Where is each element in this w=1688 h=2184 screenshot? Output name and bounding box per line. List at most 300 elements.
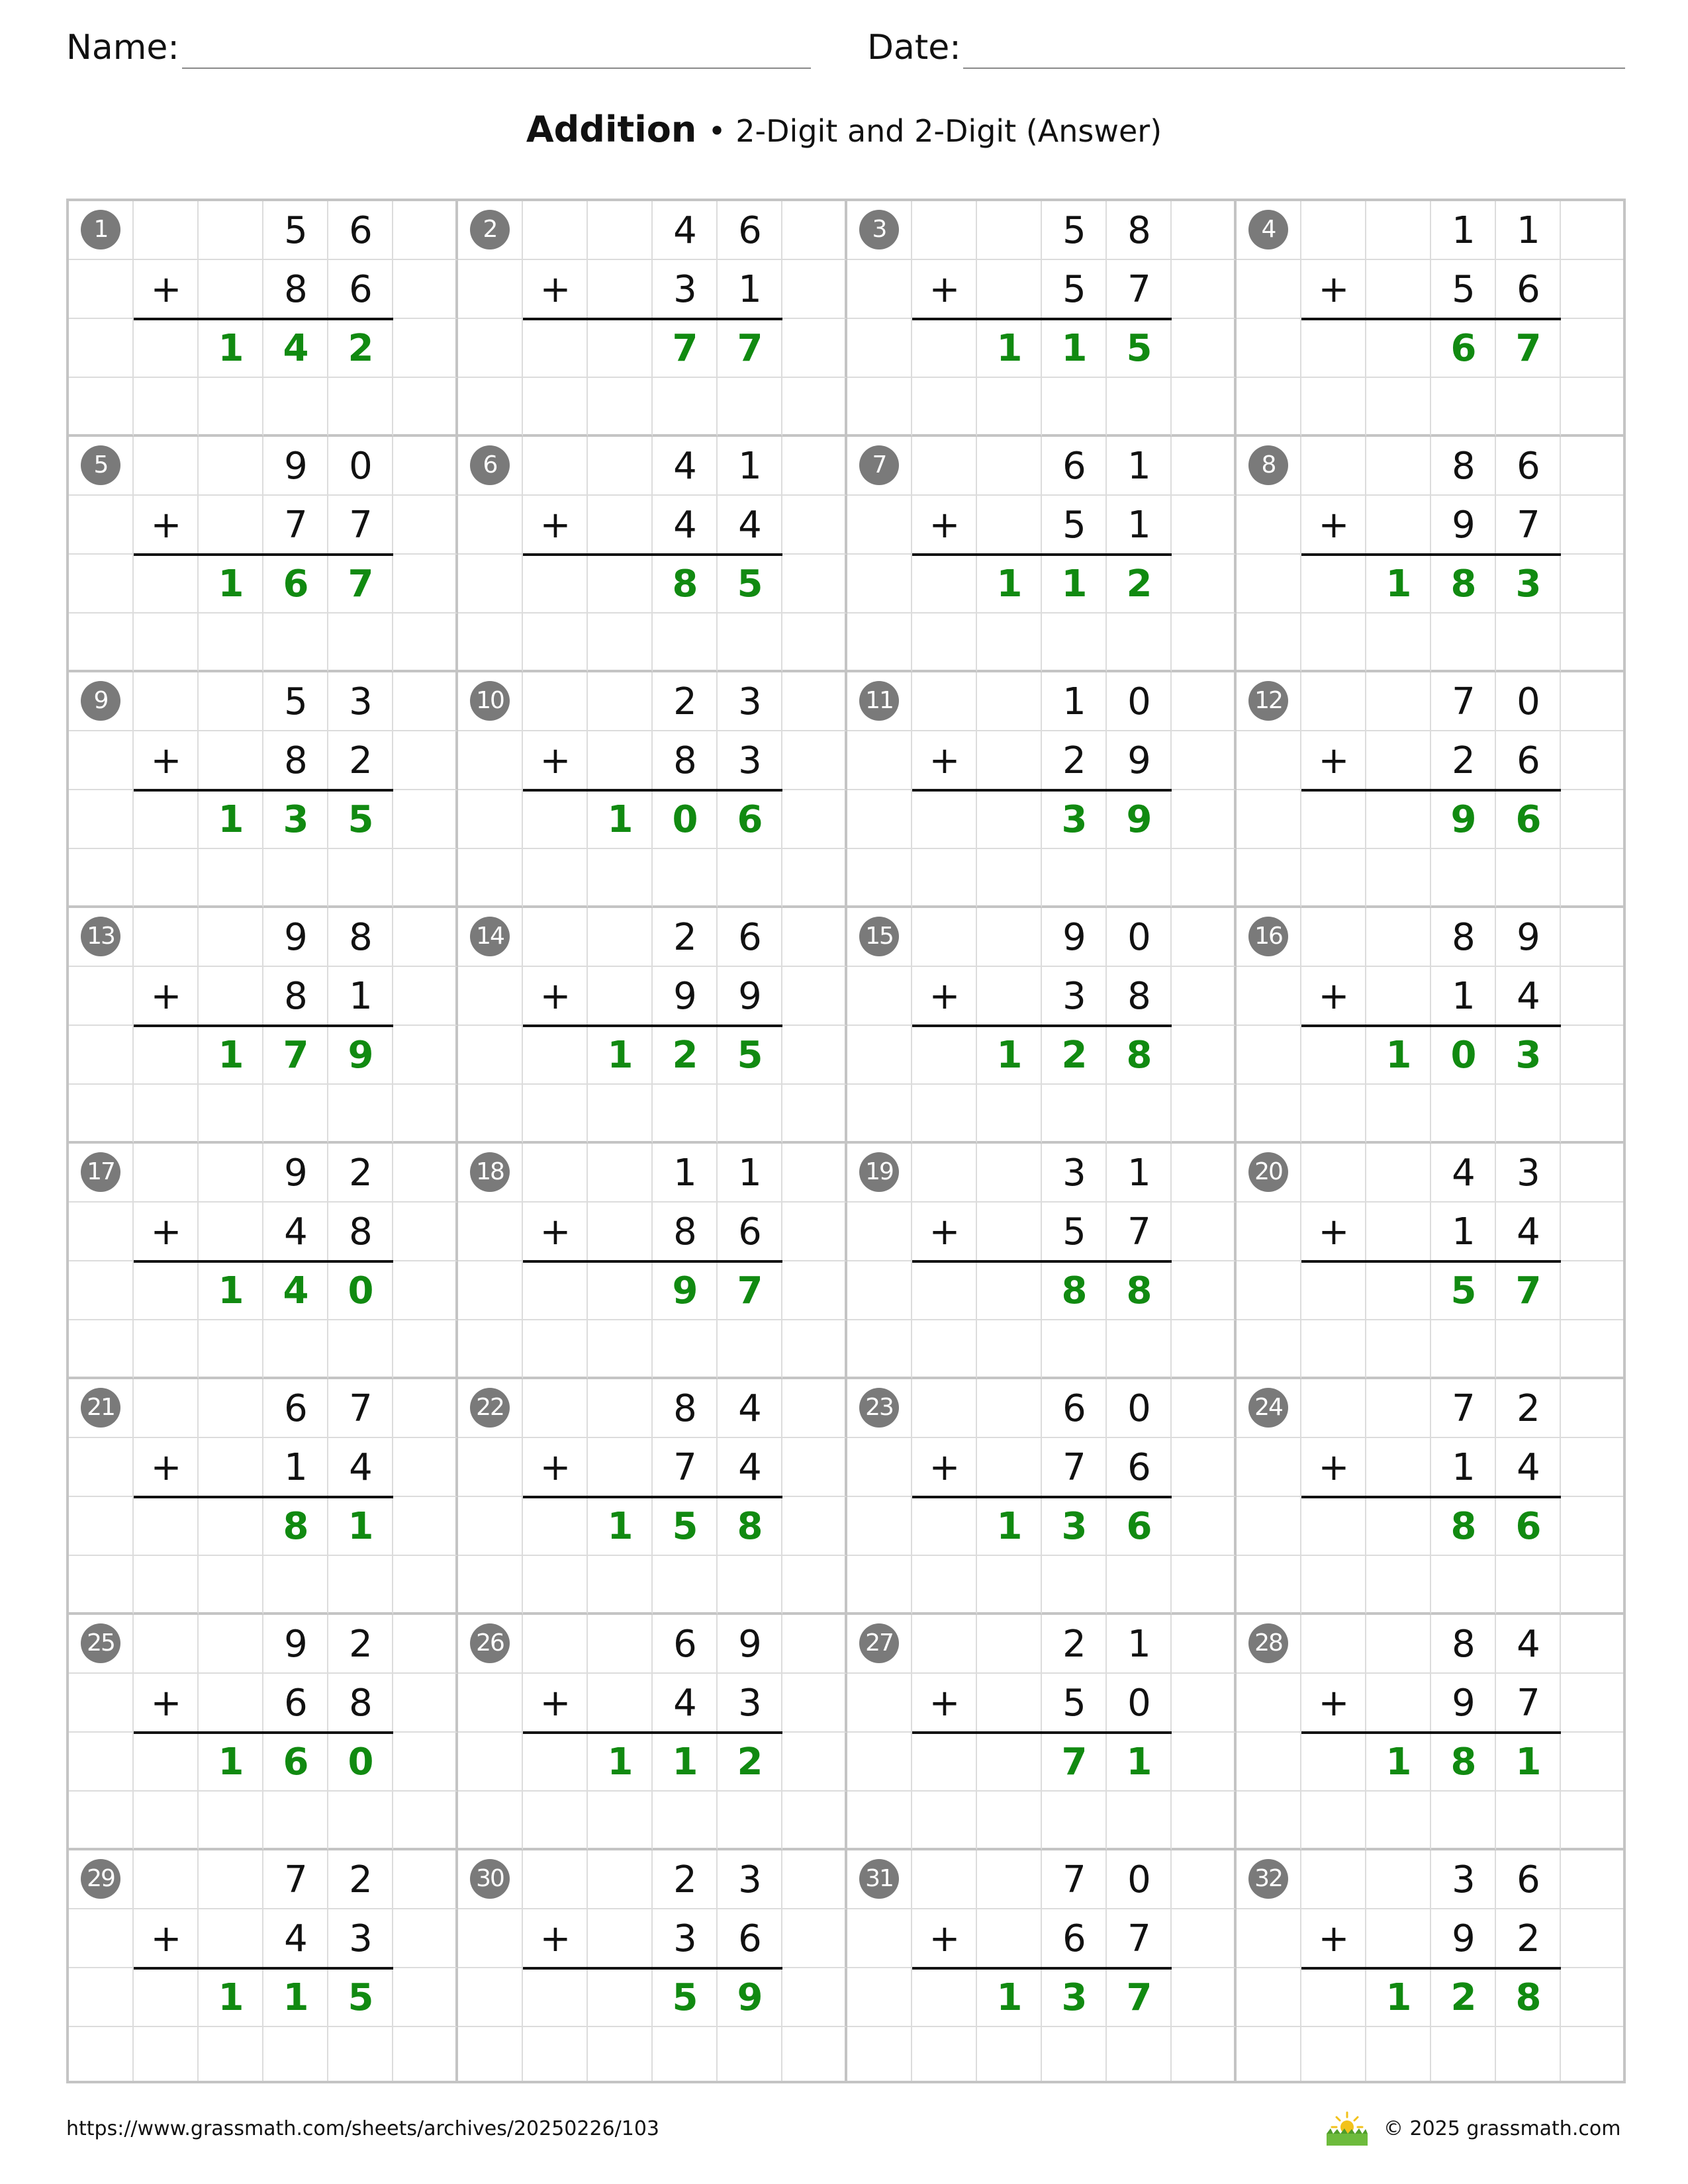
top-digit: 8 xyxy=(1127,209,1151,252)
answer-digit: 7 xyxy=(737,327,763,370)
plus-sign: + xyxy=(539,268,571,311)
grid-cell xyxy=(1042,1320,1107,1379)
answer-digit: 3 xyxy=(1515,1034,1542,1077)
problem-number-badge: 7 xyxy=(859,445,899,485)
top-digit: 2 xyxy=(349,1858,373,1901)
grid-cell xyxy=(1172,1968,1237,2027)
grid-cell xyxy=(1561,1909,1626,1968)
grid-cell xyxy=(782,1615,847,1674)
grid-cell xyxy=(1301,1968,1366,2027)
grid-cell xyxy=(1237,1733,1301,1792)
top-digit: 0 xyxy=(1127,1387,1151,1430)
grid-cell xyxy=(718,378,782,437)
grid-cell xyxy=(588,1909,653,1968)
top-digit: 2 xyxy=(1062,1623,1086,1666)
grid-cell xyxy=(199,437,263,496)
grid-cell xyxy=(1042,1556,1107,1615)
bottom-digit: 1 xyxy=(1127,504,1151,547)
answer-digit: 1 xyxy=(1385,1741,1412,1784)
bottom-digit: 1 xyxy=(738,268,762,311)
grid-cell xyxy=(1301,1850,1366,1909)
grid-cell xyxy=(1561,908,1626,967)
grid-cell xyxy=(1237,1261,1301,1320)
grid-cell xyxy=(1366,1085,1431,1144)
grid-cell xyxy=(588,967,653,1026)
grid-cell xyxy=(782,1379,847,1438)
top-digit: 6 xyxy=(738,916,762,959)
grid-cell xyxy=(847,378,912,437)
grid-cell xyxy=(782,1320,847,1379)
grid-cell xyxy=(912,849,977,908)
bottom-digit: 3 xyxy=(673,268,697,311)
grid-cell xyxy=(1561,1497,1626,1556)
answer-digit: 5 xyxy=(348,1976,374,2019)
answer-digit: 1 xyxy=(996,327,1023,370)
grid-cell xyxy=(977,1850,1042,1909)
grid-cell xyxy=(134,1850,199,1909)
grid-cell xyxy=(1237,1085,1301,1144)
grid-cell xyxy=(1496,614,1561,672)
grid-cell xyxy=(1496,1792,1561,1850)
bottom-digit: 5 xyxy=(1062,268,1086,311)
grid-cell xyxy=(199,967,263,1026)
grid-cell xyxy=(134,1556,199,1615)
problem-number-badge: 19 xyxy=(859,1152,899,1192)
grid-cell xyxy=(134,672,199,731)
grid-cell xyxy=(134,908,199,967)
grid-cell xyxy=(523,1556,588,1615)
grid-cell xyxy=(69,731,134,790)
grid-cell xyxy=(1301,849,1366,908)
grid-cell xyxy=(1366,1144,1431,1203)
grid-cell xyxy=(199,1556,263,1615)
top-digit: 2 xyxy=(349,1623,373,1666)
top-digit: 8 xyxy=(673,1387,697,1430)
grid-cell xyxy=(912,790,977,849)
grid-cell xyxy=(782,1144,847,1203)
grid-cell xyxy=(588,378,653,437)
grid-cell xyxy=(782,437,847,496)
grid-cell xyxy=(1237,1909,1301,1968)
grid-cell xyxy=(1172,496,1237,555)
grid-cell xyxy=(588,201,653,260)
grid-cell xyxy=(782,1909,847,1968)
grid-cell xyxy=(977,1085,1042,1144)
grid-cell xyxy=(134,1615,199,1674)
problem-number-badge: 24 xyxy=(1248,1388,1288,1428)
grid-cell xyxy=(847,1733,912,1792)
grid-cell xyxy=(458,260,523,319)
grid-cell xyxy=(1237,1968,1301,2027)
top-digit: 3 xyxy=(738,680,762,723)
grid-cell xyxy=(1366,1615,1431,1674)
answer-digit: 1 xyxy=(996,1034,1023,1077)
grid-cell xyxy=(1561,1261,1626,1320)
bottom-digit: 7 xyxy=(1127,268,1151,311)
problem-number-badge: 12 xyxy=(1248,681,1288,721)
top-digit: 5 xyxy=(284,680,308,723)
grid-cell xyxy=(1042,1085,1107,1144)
plus-sign: + xyxy=(539,504,571,547)
grid-cell xyxy=(523,1850,588,1909)
grid-cell xyxy=(69,2027,134,2083)
plus-sign: + xyxy=(150,1446,182,1489)
grid-cell xyxy=(523,1733,588,1792)
grid-cell xyxy=(1172,790,1237,849)
grid-cell xyxy=(977,1379,1042,1438)
grid-cell xyxy=(199,1438,263,1497)
name-label: Name: xyxy=(66,28,179,68)
problem-number-badge: 23 xyxy=(859,1388,899,1428)
answer-digit: 3 xyxy=(1061,1976,1088,2019)
grid-cell xyxy=(1561,260,1626,319)
plus-sign: + xyxy=(539,1682,571,1725)
answer-digit: 9 xyxy=(1126,798,1152,841)
grid-cell xyxy=(847,1497,912,1556)
grid-cell xyxy=(69,1085,134,1144)
grid-cell xyxy=(523,1320,588,1379)
grid-cell xyxy=(977,260,1042,319)
answer-digit: 4 xyxy=(283,1269,309,1312)
grid-cell xyxy=(328,1085,393,1144)
grid-cell xyxy=(458,1203,523,1261)
grid-cell xyxy=(1496,849,1561,908)
answer-digit: 2 xyxy=(672,1034,698,1077)
grid-cell xyxy=(328,849,393,908)
grid-cell xyxy=(588,731,653,790)
answer-digit: 7 xyxy=(1515,327,1542,370)
grid-cell xyxy=(458,1792,523,1850)
answer-digit: 6 xyxy=(1515,1505,1542,1548)
grid-cell xyxy=(1561,1203,1626,1261)
bottom-digit: 8 xyxy=(349,1210,373,1253)
grid-cell xyxy=(69,319,134,378)
grid-cell xyxy=(718,614,782,672)
grid-cell xyxy=(977,731,1042,790)
grid-cell xyxy=(912,1615,977,1674)
grid-cell xyxy=(1366,908,1431,967)
grid-cell xyxy=(1561,1792,1626,1850)
grid-cell xyxy=(653,1085,718,1144)
answer-digit: 0 xyxy=(348,1741,374,1784)
grid-cell xyxy=(1366,967,1431,1026)
grid-cell xyxy=(782,1261,847,1320)
grid-cell xyxy=(1561,1615,1626,1674)
grid-cell xyxy=(782,260,847,319)
grid-cell xyxy=(458,1261,523,1320)
grid-cell xyxy=(977,2027,1042,2083)
plus-sign: + xyxy=(539,1446,571,1489)
answer-digit: 8 xyxy=(672,563,698,606)
grid-cell xyxy=(393,1497,458,1556)
grid-cell xyxy=(393,1556,458,1615)
answer-digit: 8 xyxy=(1450,1505,1477,1548)
grid-cell xyxy=(1561,1674,1626,1733)
grid-cell xyxy=(977,1203,1042,1261)
grid-cell xyxy=(653,1792,718,1850)
grid-cell xyxy=(393,1261,458,1320)
grid-cell xyxy=(263,378,328,437)
grid-cell xyxy=(588,1556,653,1615)
grid-cell xyxy=(912,319,977,378)
grid-cell xyxy=(782,1792,847,1850)
bottom-digit: 2 xyxy=(349,739,373,782)
grid-cell xyxy=(1172,1556,1237,1615)
bottom-digit: 6 xyxy=(1127,1446,1151,1489)
grid-cell xyxy=(1561,496,1626,555)
answer-digit: 1 xyxy=(1385,1976,1412,2019)
grid-cell xyxy=(199,260,263,319)
grid-cell xyxy=(393,437,458,496)
title-subtitle: • 2-Digit and 2-Digit (Answer) xyxy=(708,113,1162,149)
grid-cell xyxy=(458,1556,523,1615)
plus-sign: + xyxy=(539,1210,571,1253)
grid-cell xyxy=(1172,201,1237,260)
grid-cell xyxy=(523,1026,588,1085)
bottom-digit: 6 xyxy=(738,1210,762,1253)
problem-number-badge: 29 xyxy=(81,1859,120,1899)
bottom-digit: 3 xyxy=(349,1917,373,1960)
answer-digit: 1 xyxy=(218,1269,244,1312)
grid-cell xyxy=(1237,1203,1301,1261)
grid-cell xyxy=(1366,1556,1431,1615)
grid-cell xyxy=(912,1379,977,1438)
grid-cell xyxy=(458,1674,523,1733)
bottom-digit: 5 xyxy=(1062,504,1086,547)
answer-digit: 2 xyxy=(737,1741,763,1784)
plus-sign: + xyxy=(1318,739,1350,782)
grid-cell xyxy=(588,1261,653,1320)
problem-number-badge: 14 xyxy=(470,917,510,956)
grid-cell xyxy=(1172,260,1237,319)
grid-cell xyxy=(523,1968,588,2027)
title-main: Addition xyxy=(526,109,697,150)
grid-cell xyxy=(199,1144,263,1203)
grid-cell xyxy=(134,201,199,260)
answer-digit: 7 xyxy=(1061,1741,1088,1784)
top-digit: 1 xyxy=(1127,1152,1151,1195)
top-digit: 1 xyxy=(1452,209,1476,252)
grid-cell xyxy=(912,1261,977,1320)
problem-number-badge: 21 xyxy=(81,1388,120,1428)
grid-cell xyxy=(1561,849,1626,908)
answer-digit: 1 xyxy=(996,1976,1023,2019)
bottom-digit: 3 xyxy=(673,1917,697,1960)
grid-cell xyxy=(458,2027,523,2083)
grid-cell xyxy=(1237,849,1301,908)
grid-cell xyxy=(199,849,263,908)
date-label: Date: xyxy=(867,28,961,68)
top-digit: 8 xyxy=(1452,1623,1476,1666)
grid-cell xyxy=(1366,2027,1431,2083)
grid-cell xyxy=(523,849,588,908)
answer-digit: 5 xyxy=(672,1505,698,1548)
grid-cell xyxy=(1561,1438,1626,1497)
grid-cell xyxy=(653,1556,718,1615)
grid-cell xyxy=(977,1909,1042,1968)
grid-cell xyxy=(1237,1320,1301,1379)
grid-cell xyxy=(458,967,523,1026)
grid-cell xyxy=(847,1320,912,1379)
grid-cell xyxy=(977,1733,1042,1792)
grid-cell xyxy=(69,1438,134,1497)
problem-number-badge: 30 xyxy=(470,1859,510,1899)
grid-cell xyxy=(912,1026,977,1085)
top-digit: 6 xyxy=(1062,1387,1086,1430)
bottom-digit: 7 xyxy=(1517,504,1540,547)
problem-number-badge: 20 xyxy=(1248,1152,1288,1192)
grid-cell xyxy=(134,1733,199,1792)
grid-cell xyxy=(782,319,847,378)
plus-sign: + xyxy=(1318,268,1350,311)
grid-cell xyxy=(1172,1615,1237,1674)
bottom-digit: 4 xyxy=(673,504,697,547)
problem-number-badge: 26 xyxy=(470,1623,510,1663)
grid-cell xyxy=(458,1733,523,1792)
grid-cell xyxy=(912,1850,977,1909)
problem-number-badge: 17 xyxy=(81,1152,120,1192)
grid-cell xyxy=(134,1085,199,1144)
bottom-digit: 6 xyxy=(349,268,373,311)
bottom-digit: 6 xyxy=(738,1917,762,1960)
answer-digit: 5 xyxy=(672,1976,698,2019)
answer-digit: 3 xyxy=(283,798,309,841)
grid-cell xyxy=(1366,790,1431,849)
grid-cell xyxy=(1366,201,1431,260)
answer-digit: 6 xyxy=(283,1741,309,1784)
bottom-digit: 1 xyxy=(1452,975,1476,1018)
grid-cell xyxy=(1561,731,1626,790)
grid-cell xyxy=(1172,1144,1237,1203)
date-line[interactable] xyxy=(963,68,1625,69)
top-digit: 7 xyxy=(284,1858,308,1901)
grid-cell xyxy=(653,378,718,437)
grid-cell xyxy=(1431,614,1496,672)
grid-cell xyxy=(782,908,847,967)
grid-cell xyxy=(847,1968,912,2027)
grid-cell xyxy=(1172,437,1237,496)
grid-cell xyxy=(523,1261,588,1320)
grid-cell xyxy=(912,437,977,496)
answer-digit: 1 xyxy=(1126,1741,1152,1784)
grid-cell xyxy=(69,1909,134,1968)
plus-sign: + xyxy=(1318,1917,1350,1960)
grid-cell xyxy=(393,1615,458,1674)
problem-number-badge: 10 xyxy=(470,681,510,721)
top-digit: 6 xyxy=(738,209,762,252)
bottom-digit: 4 xyxy=(1517,975,1540,1018)
grid-cell xyxy=(782,1674,847,1733)
grid-cell xyxy=(847,319,912,378)
grid-cell xyxy=(69,1792,134,1850)
grid-cell xyxy=(847,967,912,1026)
name-line[interactable] xyxy=(182,68,811,69)
grid-cell xyxy=(458,1320,523,1379)
plus-sign: + xyxy=(150,975,182,1018)
grid-cell xyxy=(69,1203,134,1261)
footer-url: https://www.grassmath.com/sheets/archives/20250226/103 xyxy=(66,2117,660,2140)
answer-digit: 1 xyxy=(607,798,633,841)
bottom-digit: 4 xyxy=(284,1917,308,1960)
grid-cell xyxy=(1431,849,1496,908)
grid-cell xyxy=(588,260,653,319)
grid-cell xyxy=(458,1085,523,1144)
grid-cell xyxy=(523,672,588,731)
grid-cell xyxy=(847,2027,912,2083)
grid-cell xyxy=(1237,614,1301,672)
grid-cell xyxy=(1366,437,1431,496)
problem-grid xyxy=(66,199,1626,2083)
grid-cell xyxy=(134,1261,199,1320)
bottom-digit: 7 xyxy=(349,504,373,547)
grid-cell xyxy=(458,790,523,849)
grid-cell xyxy=(1561,1556,1626,1615)
grid-cell xyxy=(912,672,977,731)
plus-sign: + xyxy=(150,504,182,547)
grid-cell xyxy=(1431,1792,1496,1850)
grid-cell xyxy=(1107,1085,1172,1144)
grid-cell xyxy=(1172,672,1237,731)
grid-cell xyxy=(588,1379,653,1438)
top-digit: 3 xyxy=(1062,1152,1086,1195)
grid-cell xyxy=(912,1144,977,1203)
grid-cell xyxy=(134,1320,199,1379)
answer-digit: 1 xyxy=(1385,1034,1412,1077)
answer-digit: 7 xyxy=(348,563,374,606)
grid-cell xyxy=(588,1203,653,1261)
answer-digit: 6 xyxy=(737,798,763,841)
grid-cell xyxy=(199,1379,263,1438)
grid-cell xyxy=(1042,1792,1107,1850)
top-digit: 9 xyxy=(284,916,308,959)
top-digit: 1 xyxy=(1127,445,1151,488)
grid-cell xyxy=(458,555,523,614)
grid-cell xyxy=(1561,967,1626,1026)
grid-cell xyxy=(69,260,134,319)
top-digit: 6 xyxy=(1517,1858,1540,1901)
problem-number-badge: 9 xyxy=(81,681,120,721)
grid-cell xyxy=(1431,1085,1496,1144)
grid-cell xyxy=(1301,555,1366,614)
grid-cell xyxy=(1301,1379,1366,1438)
problem-number-badge: 15 xyxy=(859,917,899,956)
grid-cell xyxy=(134,1026,199,1085)
grid-cell xyxy=(1301,1026,1366,1085)
grid-cell xyxy=(1366,1497,1431,1556)
grid-cell xyxy=(718,1085,782,1144)
grid-cell xyxy=(69,1261,134,1320)
problem-number-badge: 28 xyxy=(1248,1623,1288,1663)
grid-cell xyxy=(1301,1615,1366,1674)
grid-cell xyxy=(523,201,588,260)
bottom-digit: 7 xyxy=(1127,1210,1151,1253)
grid-cell xyxy=(69,496,134,555)
grid-cell xyxy=(393,2027,458,2083)
grid-cell xyxy=(523,378,588,437)
answer-digit: 9 xyxy=(348,1034,374,1077)
grid-cell xyxy=(1366,260,1431,319)
answer-digit: 7 xyxy=(283,1034,309,1077)
grid-cell xyxy=(263,849,328,908)
grid-cell xyxy=(1301,1792,1366,1850)
grid-cell xyxy=(328,2027,393,2083)
grid-cell xyxy=(199,1792,263,1850)
grid-cell xyxy=(1301,1144,1366,1203)
plus-sign: + xyxy=(1318,504,1350,547)
grid-cell xyxy=(782,672,847,731)
top-digit: 3 xyxy=(349,680,373,723)
grid-cell xyxy=(1366,849,1431,908)
